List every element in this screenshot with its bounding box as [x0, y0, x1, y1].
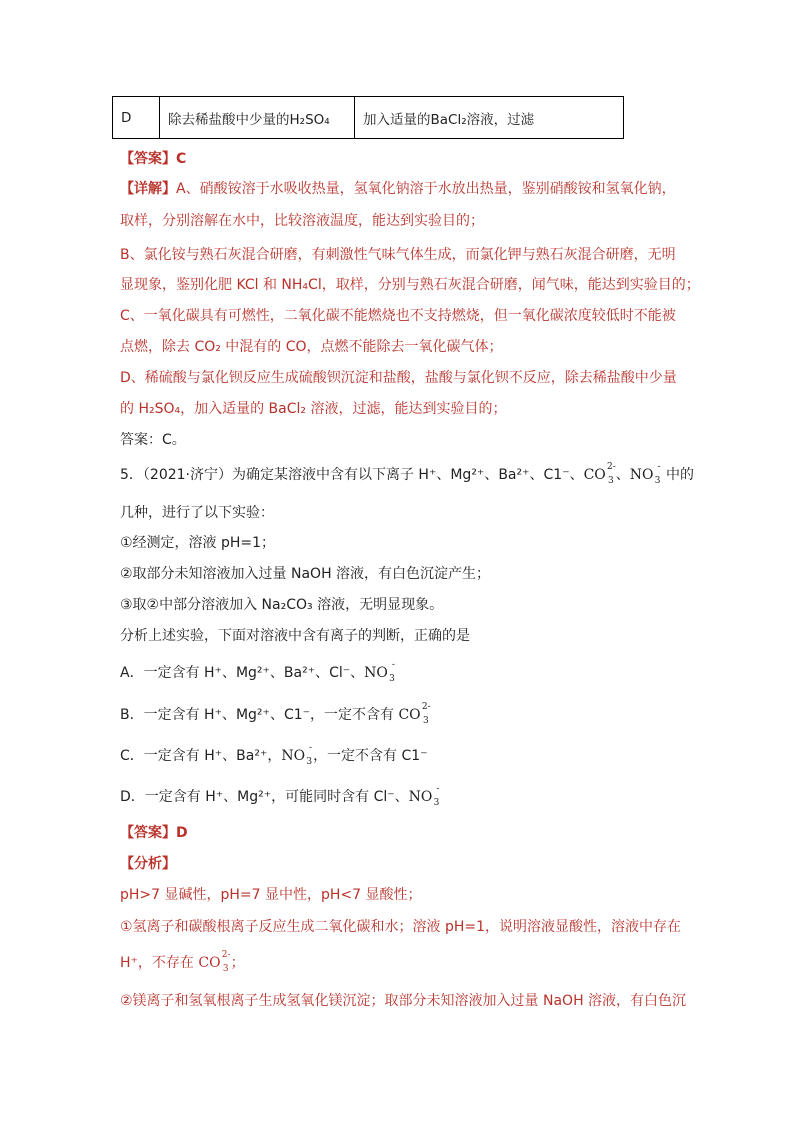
detail-b1: B、氯化铵与熟石灰混合研磨，有刺激性气味气体生成，而氯化钾与熟石灰混合研磨，无明	[120, 247, 676, 263]
q5-exp3: ③取②中部分溶液加入 Na₂CO₃ 溶液，无明显现象。	[120, 597, 444, 613]
q5-option-d: D．一定含有 H⁺、Mg²⁺，可能同时含有 Cl⁻、NO - 3	[120, 784, 440, 808]
q5-option-c: C．一定含有 H⁺、Ba²⁺，NO - 3 ，一定不含有 C1⁻	[120, 743, 428, 767]
carbonate-ion: CO 2- 3	[583, 462, 616, 486]
carbonate-ion: CO 2- 3	[198, 950, 231, 974]
answer-line	[120, 148, 186, 168]
carbonate-ion: CO 2- 3	[398, 702, 431, 726]
detail-tag: 【详解】	[120, 181, 176, 197]
nitrate-ion: NO - 3	[281, 743, 313, 767]
q5-analysis-1b: H⁺，不存在 CO 2- 3 ；	[120, 950, 245, 974]
option-table	[112, 96, 624, 139]
detail-a1: 【详解】A、硝酸铵溶于水吸收热量，氢氧化钠溶于水放出热量，鉴别硝酸铵和氢氧化钠，	[120, 181, 676, 197]
q5-answer-line: 【答案】D	[120, 825, 188, 841]
detail-a2: 取样，分别溶解在水中，比较溶液温度，能达到实验目的；	[120, 213, 484, 229]
detail-d1: D、稀硫酸与氯化钡反应生成硫酸钡沉淀和盐酸，盐酸与氯化钡不反应，除去稀盐酸中少量	[120, 370, 677, 386]
q5-analysis-2: ②镁离子和氢氧根离子生成氢氧化镁沉淀；取部分未知溶液加入过量 NaOH 溶液，有白色沉	[120, 993, 687, 1009]
detail-c1: C、一氧化碳具有可燃性，二氧化碳不能燃烧也不支持燃烧，但一氧化碳浓度较低时不能被	[120, 308, 676, 324]
q5-prompt: 分析上述实验，下面对溶液中含有离子的判断，正确的是	[120, 628, 470, 644]
q5-stem-line1: 5．（2021·济宁）为确定某溶液中含有以下离子 H⁺、Mg²⁺、Ba²⁺、C1⁻、CO 2- 3 、NO - 3 中的	[120, 462, 694, 486]
final-answer: 答案：C。	[120, 432, 186, 448]
row-task: 除去稀盐酸中少量的H₂SO₄	[160, 97, 355, 139]
nitrate-ion: NO - 3	[408, 784, 440, 808]
nitrate-ion: NO - 3	[629, 462, 661, 486]
detail-c2: 点燃，除去 CO₂ 中混有的 CO，点燃不能除去一氧化碳气体；	[120, 339, 503, 355]
q5-analysis-tag: 【分析】	[120, 856, 176, 872]
row-letter: D	[113, 97, 160, 139]
q5-exp1: ①经测定，溶液 pH=1；	[120, 535, 276, 551]
row-method: 加入适量的BaCl₂溶液，过滤	[355, 97, 624, 139]
answer-value: C	[176, 151, 187, 167]
q5-analysis-1: ①氢离子和碳酸根离子反应生成二氧化碳和水；溶液 pH=1，说明溶液显酸性，溶液中存在	[120, 919, 682, 935]
q5-option-a: A．一定含有 H⁺、Mg²⁺、Ba²⁺、Cl⁻、NO - 3	[120, 660, 395, 684]
table-row	[113, 97, 624, 139]
answer-tag: 【答案】	[120, 151, 176, 167]
q5-option-b: B．一定含有 H⁺、Mg²⁺、C1⁻，一定不含有 CO 2- 3	[120, 702, 431, 726]
q5-exp2: ②取部分未知溶液加入过量 NaOH 溶液，有白色沉淀产生；	[120, 566, 491, 582]
nitrate-ion: NO - 3	[364, 660, 395, 684]
detail-b2: 显现象，鉴别化肥 KCl 和 NH₄Cl，取样，分别与熟石灰混合研磨，闻气味，能达到实验目的；	[120, 277, 700, 293]
detail-d2: 的 H₂SO₄，加入适量的 BaCl₂ 溶液，过滤，能达到实验目的；	[120, 401, 507, 417]
q5-stem-line2: 几种，进行了以下实验：	[120, 505, 274, 521]
q5-ph-line: pH>7 显碱性，pH=7 显中性，pH<7 显酸性；	[120, 887, 422, 903]
